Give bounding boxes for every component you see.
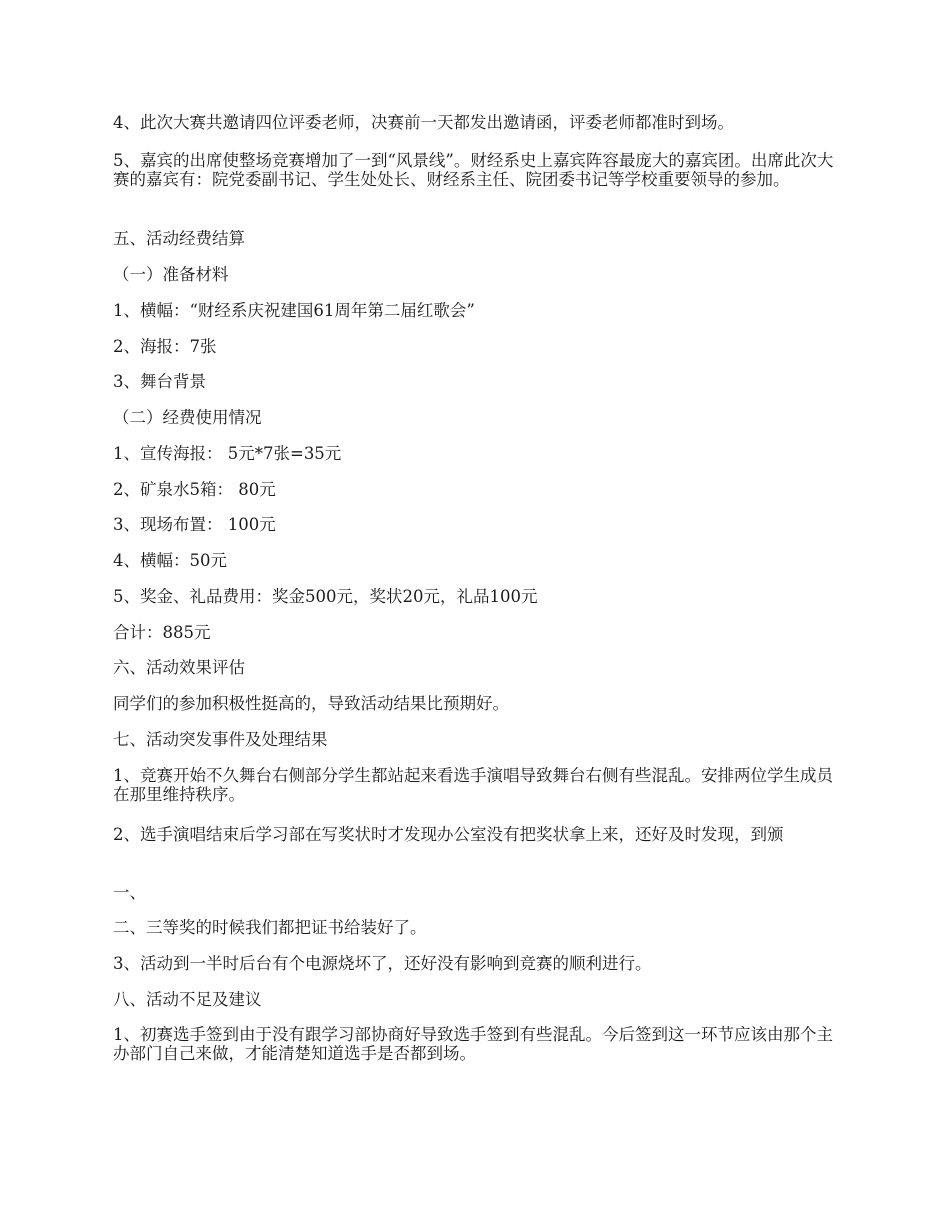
incident-power: 3、活动到一半时后台有个电源烧坏了，还好没有影响到竞赛的顺利进行。 (113, 954, 652, 973)
list-item-stage-backdrop: 3、舞台背景 (113, 372, 206, 391)
suggestion-signin: 1、初赛选手签到由于没有跟学习部协商好导致选手签到有些混乱。今后签到这一环节应该由那个主办部门自己来做，才能清楚知道选手是否都到场。 (113, 1025, 833, 1063)
paragraph-evaluation: 同学们的参加积极性挺高的，导致活动结果比预期好。 (113, 694, 509, 713)
expense-posters: 1、宣传海报： 5元*7张=35元 (113, 444, 342, 463)
expense-prizes: 5、奖金、礼品费用：奖金500元，奖状20元，礼品100元 (113, 587, 538, 606)
heading-budget: 五、活动经费结算 (113, 229, 245, 248)
expense-water: 2、矿泉水5箱： 80元 (113, 480, 276, 499)
list-item-posters: 2、海报：7张 (113, 337, 217, 356)
expense-venue: 3、现场布置： 100元 (113, 515, 276, 534)
incident-stage-crowd: 1、竞赛开始不久舞台右侧部分学生都站起来看选手演唱导致舞台右侧有些混乱。安排两位学生成员在那里维持秩序。 (113, 766, 833, 804)
heading-evaluation: 六、活动效果评估 (113, 658, 245, 677)
expense-total: 合计：885元 (113, 623, 211, 642)
list-item-banner: 1、横幅：“财经系庆祝建国61周年第二届红歌会” (113, 301, 475, 320)
incident-certificates: 2、选手演唱结束后学习部在写奖状时才发现办公室没有把奖状拿上来，还好及时发现，到颁 (113, 825, 784, 844)
expense-banner: 4、横幅：50元 (113, 551, 227, 570)
heading-incidents: 七、活动突发事件及处理结果 (113, 730, 328, 749)
paragraph-judges: 4、此次大赛共邀请四位评委老师，决赛前一天都发出邀请函，评委老师都准时到场。 (113, 113, 734, 132)
paragraph-guests: 5、嘉宾的出席使整场竞赛增加了一到“风景线”。财经系史上嘉宾阵容最庞大的嘉宾团。出席此次大赛的嘉宾有：院党委副书记、学生处处长、财经系主任、院团委书记等学校重要领导的参加。 (113, 151, 834, 189)
subheading-materials: （一）准备材料 (113, 265, 229, 284)
paragraph-awards: 二、三等奖的时候我们都把证书给装好了。 (113, 918, 427, 937)
subheading-expenses: （二）经费使用情况 (113, 408, 262, 427)
paragraph-fragment: 一、 (113, 883, 146, 902)
heading-shortcomings: 八、活动不足及建议 (113, 990, 262, 1009)
